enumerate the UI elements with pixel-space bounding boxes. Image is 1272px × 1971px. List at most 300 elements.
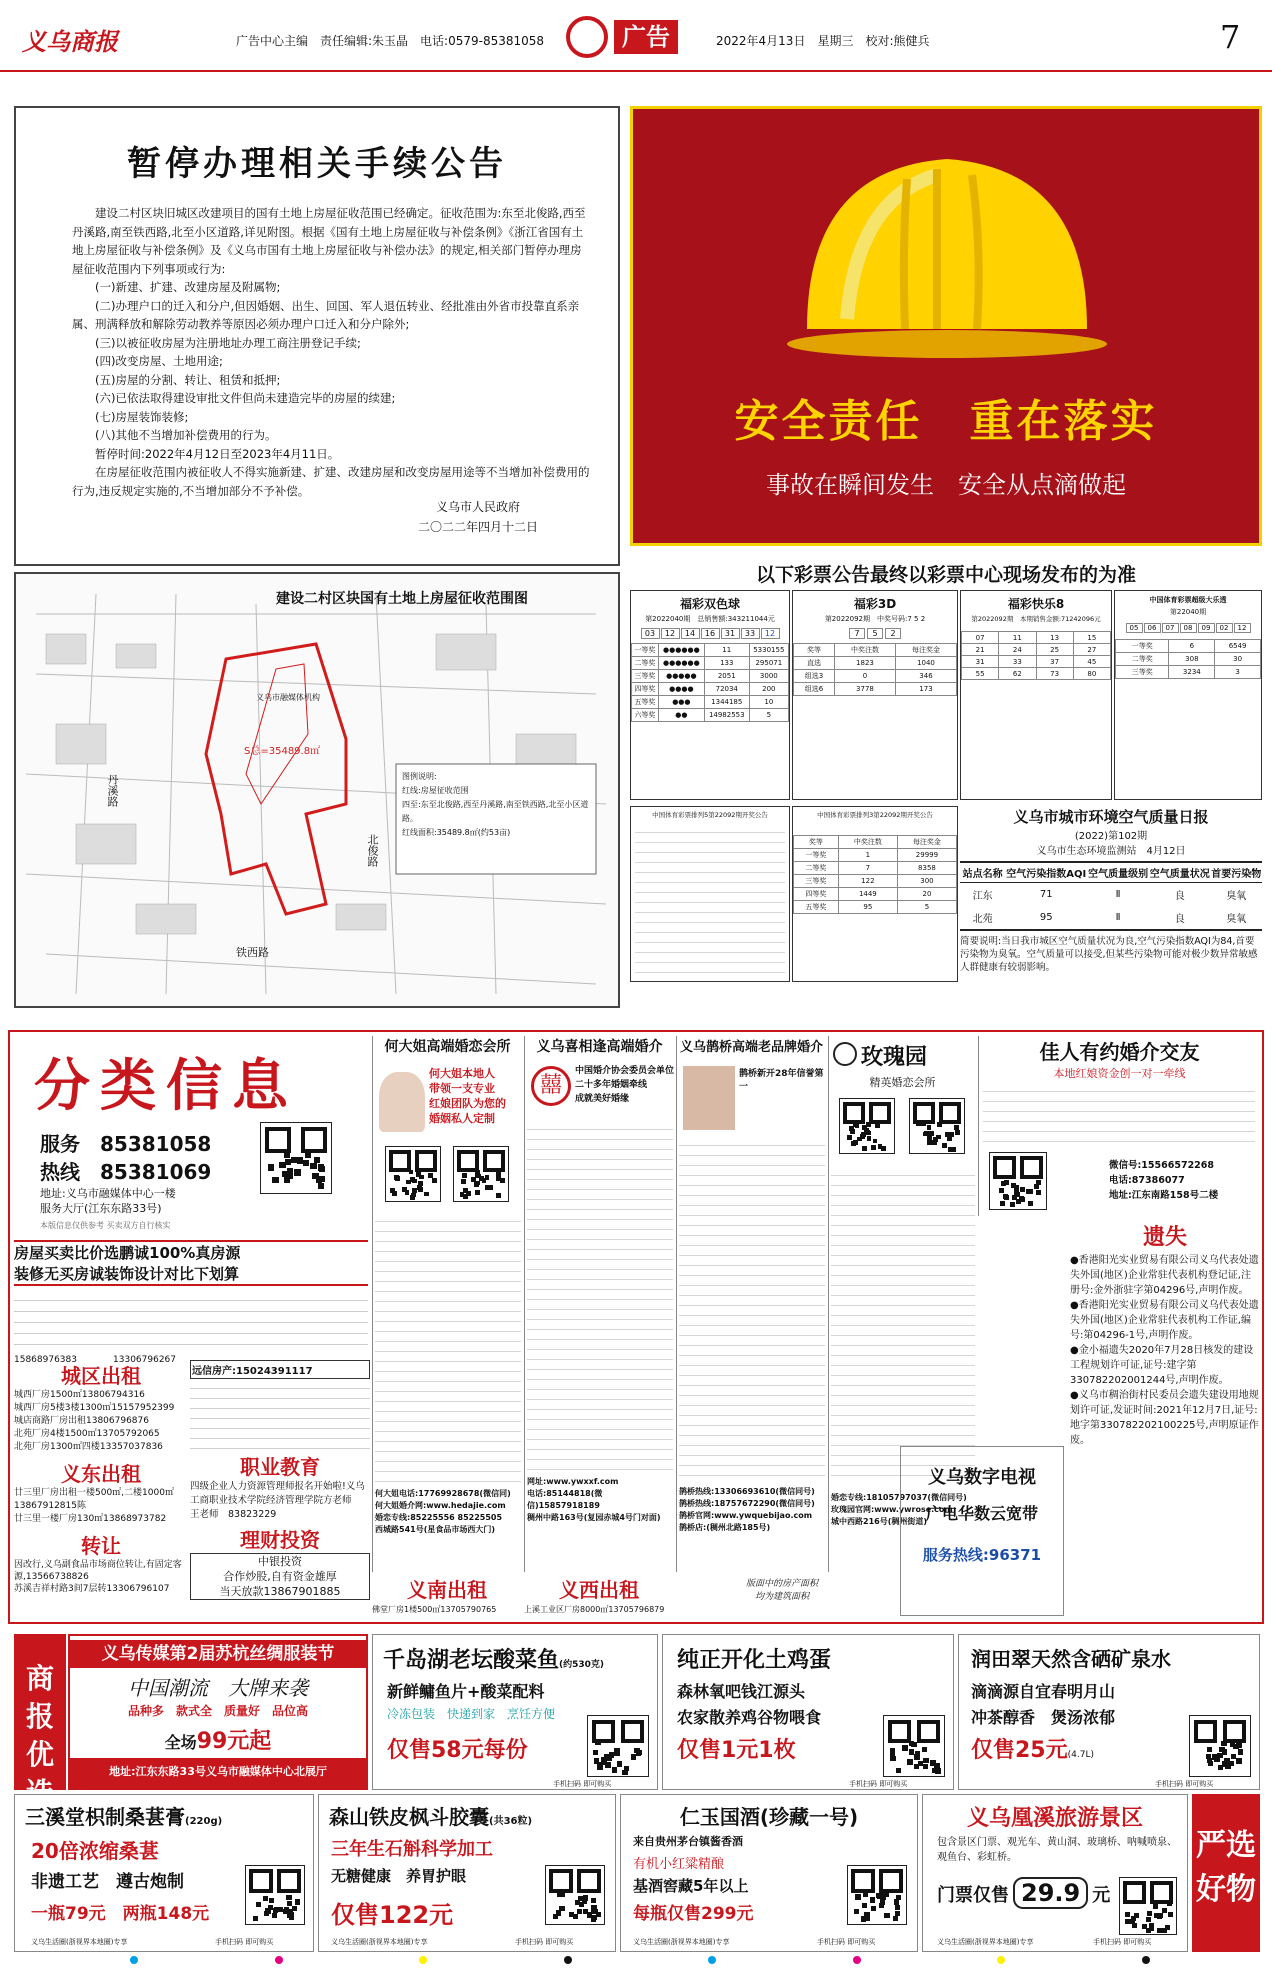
tv-sub: 广电华数云宽带 (925, 1504, 1038, 1523)
qr-module (287, 1901, 292, 1906)
lottery-table: 奖等 中奖注数 每注奖金 一等奖 1 29999 二等奖 7 8358 三等奖 122 300 四等奖 1449 20 五等奖 95 5 (793, 835, 957, 914)
qr-module (1157, 1928, 1162, 1933)
marriage-title: 佳人有约婚介交友 (1039, 1040, 1200, 1064)
marriage-contact: 微信号:15566572268 电话:87386077 地址:江东南路158号二楼 (1109, 1160, 1219, 1201)
qr-module (475, 1190, 480, 1195)
qr-module (1036, 1180, 1041, 1185)
promo-title: 三溪堂枳制桑葚膏 (25, 1805, 185, 1829)
qr-code-icon[interactable] (847, 1865, 907, 1925)
qr-module (894, 1899, 899, 1904)
qr-module (553, 1914, 558, 1919)
ball: 27 (1073, 644, 1110, 656)
qr-module (1167, 1901, 1172, 1906)
lottery-title: 福彩快乐8 (1007, 597, 1065, 611)
qr-module (297, 1157, 303, 1163)
qr-module (1165, 1925, 1170, 1930)
promo-price: 仅售1元1枚 (677, 1738, 796, 1763)
lottery-table: 奖等 中奖注数 每注奖金 直选 1823 1040 组选3 0 346 组选6 3778 173 (793, 643, 957, 696)
qr-module (871, 1145, 876, 1150)
south-items: 佛堂厂房1楼500㎡13705790765 (372, 1605, 497, 1614)
qr-module (955, 1130, 960, 1135)
city-items: 城西厂房1500㎡13806794316 城西厂房5楼3楼1300㎡15157952399 城店商路厂房出租13806796876 北苑厂房4楼1500㎡13705792065 北苑厂房1300㎡四楼13357037836 (14, 1390, 175, 1452)
price-prefix: 全场 (164, 1733, 197, 1752)
ball: 45 (1073, 656, 1110, 668)
ball: 02 (1216, 623, 1233, 633)
section-title: 理财投资 (240, 1528, 320, 1552)
marriage-title: 玫瑰园 (861, 1045, 928, 1070)
promo-address: 地址:江东东路33号义乌市融媒体中心北展厅 (70, 1758, 366, 1788)
page-header (0, 0, 1272, 72)
area-note: 版面中的房产面积 均为建筑面积 (745, 1579, 818, 1602)
qr-module (870, 1897, 875, 1902)
qr-module (409, 1170, 414, 1175)
promo-title: 义乌凰溪旅游景区 (966, 1806, 1143, 1831)
qr-module (863, 1892, 868, 1897)
qr-module (310, 1163, 316, 1169)
qr-module (294, 1169, 300, 1175)
house-bar: 房屋买卖比价选鹏诚100%真房源 (14, 1240, 368, 1263)
ball: 31 (962, 656, 999, 668)
hotline-label: 热线 (40, 1160, 80, 1184)
lottery-sub: 第2022092期 本期销售金额:71242096元 (971, 615, 1101, 623)
qr-module (875, 1123, 880, 1128)
yuanxin-list (190, 1379, 370, 1451)
qr-module (862, 1903, 867, 1908)
qr-module (881, 1890, 886, 1895)
registration-marks (130, 1956, 1150, 1966)
qr-module (857, 1137, 862, 1142)
classified-title: 分类信息 (34, 1054, 298, 1119)
qr-module (595, 1740, 600, 1745)
promo-price: 仅售122元 (331, 1901, 454, 1929)
marriage-title: 义乌喜相逢高端婚介 (536, 1039, 663, 1055)
qr-module (284, 1907, 289, 1912)
qr-module (617, 1761, 622, 1766)
phone: 13306796267 (113, 1355, 177, 1365)
loss-item: ●香港阳光实业贸易有限公司义乌代表处遗失外国(地区)企业常驻代表机构工作证,编号:第04296-1号,声明作废。 (1070, 1300, 1259, 1341)
qr-module (284, 1176, 290, 1182)
transfer-items: 因改行,义乌副食品市场商位转让,有固定客源,13566738826 苏溪吉祥村路3间7层转13306796107 (14, 1560, 182, 1594)
ball: 12 (761, 628, 780, 639)
lottery-sub: 第2022040期 总销售额:343211044元 (645, 615, 775, 623)
qr-module (594, 1758, 599, 1763)
marriage-list (983, 1082, 1255, 1146)
qr-module (591, 1915, 596, 1920)
air-cell: 北苑 (972, 914, 993, 925)
notice-para: 暂停时间:2022年4月12日至2023年4月11日。 (95, 446, 340, 461)
qr-module (623, 1770, 628, 1775)
ball: 16 (701, 628, 720, 639)
qr-code-icon[interactable] (545, 1865, 605, 1925)
qr-module (1231, 1754, 1236, 1759)
promo-title: 义乌传媒第2届苏杭丝绸服装节 (70, 1640, 366, 1668)
qr-module (849, 1126, 854, 1131)
qr-module (893, 1916, 898, 1921)
qr-module (305, 1152, 311, 1158)
qr-module (1012, 1195, 1017, 1200)
qr-module (1228, 1761, 1233, 1766)
promo-line: 品种多 款式全 质量好 品位高 (127, 1704, 308, 1718)
loss-item: ●金小福遗失2020年7月28日核发的建设工程规划许可证,证号:建字第330782202001244号,声明作废。 (1070, 1345, 1254, 1386)
classified-foot: 本版信息仅供参考 买卖双方自行核实 (40, 1221, 171, 1230)
promo-scenic[interactable] (922, 1794, 1188, 1952)
map-box (14, 572, 620, 1008)
map-title: 建设二村区块国有土地上房屋征收范围图 (276, 591, 528, 607)
scan-hint: 手机扫码 即可购买 (1155, 1780, 1214, 1788)
lottery-title: 中国体育彩票排列3第22092期开奖公告 (817, 811, 933, 819)
qr-module (1162, 1908, 1167, 1913)
footer-note: 义乌生活圈(浙视界本地圈)专享 (633, 1938, 730, 1946)
ball: 14 (681, 628, 700, 639)
footer-note: 义乌生活圈(浙视界本地圈)专享 (31, 1938, 128, 1946)
marriage-title: 义乌鹊桥高端老品牌婚介 (679, 1040, 823, 1055)
promo-water[interactable] (958, 1634, 1260, 1790)
qr-code-icon[interactable] (883, 1715, 945, 1777)
qr-module (942, 1143, 947, 1148)
map-area-label: S总=35489.8㎡ (244, 746, 321, 757)
marriage-col-1 (372, 1036, 522, 1572)
qr-module (864, 1912, 869, 1917)
qr-module (631, 1754, 636, 1759)
promo-egg[interactable] (662, 1634, 954, 1790)
promo-price: 一瓶79元 两瓶148元 (31, 1904, 210, 1924)
qr-module (1125, 1912, 1130, 1917)
classified-header (14, 1036, 354, 1238)
map-legend (402, 770, 592, 840)
promo-silk[interactable] (68, 1634, 368, 1790)
qr-module (428, 1173, 433, 1178)
qr-module (1207, 1758, 1212, 1763)
qr-module (922, 1747, 927, 1752)
marriage-slogan: 鹊桥新开28年信誉第一 (739, 1069, 824, 1092)
qr-module (862, 1146, 867, 1151)
qr-module (295, 1899, 300, 1904)
qr-module (405, 1190, 410, 1195)
qr-module (1230, 1741, 1235, 1746)
qr-module (927, 1125, 932, 1130)
qr-module (395, 1176, 400, 1181)
promo-price-line (937, 1877, 1110, 1909)
qr-code-icon[interactable] (453, 1146, 509, 1202)
qr-module (605, 1762, 610, 1767)
air-cell: Ⅱ (1115, 912, 1121, 923)
lottery-sub: 第2022092期 中奖号码:7 5 2 (824, 615, 926, 623)
qr-module (569, 1912, 574, 1917)
qr-code-icon[interactable] (245, 1865, 305, 1925)
qr-module (482, 1178, 487, 1183)
qr-module (284, 1152, 290, 1158)
qr-module (557, 1892, 562, 1897)
ball: 31 (721, 628, 740, 639)
qr-module (878, 1144, 883, 1149)
qr-module (895, 1911, 900, 1916)
notice-title: 暂停办理相关手续公告 (127, 144, 507, 184)
qr-module (873, 1139, 878, 1144)
scan-hint: 手机扫码 即可购买 (215, 1938, 274, 1946)
legend-line: 红线:房屋征收范围 (402, 786, 469, 795)
ball: 5 (867, 628, 883, 639)
promo-mulberry[interactable] (14, 1794, 314, 1952)
qr-module (418, 1187, 423, 1192)
marriage-contact: 何大姐电话:17769928678(微信同) 何大姐婚介网:www.hedajie.com 婚恋专线:85225556 85225505 西城路541号(星食品市场西大门) (375, 1489, 511, 1534)
qr-code-icon[interactable] (1189, 1715, 1251, 1777)
rose-icon (833, 1042, 857, 1066)
section-logo-icon (566, 16, 608, 58)
notice-date: 二〇二二年四月十二日 (418, 520, 539, 534)
promo-price: 仅售25元 (971, 1738, 1068, 1763)
air-header: 站点名称 (962, 869, 1003, 880)
ball: 73 (1036, 668, 1073, 680)
qr-module (1214, 1756, 1219, 1761)
notice-box (14, 106, 620, 566)
qr-code-icon[interactable] (260, 1122, 332, 1194)
qr-code-icon[interactable] (909, 1098, 965, 1154)
qr-module (1020, 1187, 1025, 1192)
service-label: 服务 (40, 1132, 80, 1156)
qr-module (1153, 1904, 1158, 1909)
qr-module (923, 1758, 928, 1763)
promo-line: 冲茶醇香 煲汤浓郁 (971, 1708, 1116, 1727)
qr-module (1147, 1911, 1152, 1916)
legend-line: 四至:东至北俊路,西至丹溪路,南至铁西路,北至小区道路。 (402, 800, 589, 823)
classified-address: 地址:义乌市融媒体中心一楼 服务大厅(江东东路33号) (40, 1187, 176, 1215)
notice-para: 建设二村区块旧城区改建项目的国有土地上房屋征收范围已经确定。征收范围为:东至北俊路,西至丹溪路,南至铁西路,北至小区道路,详见附图。根据《国有土地上房屋征收与补偿条例》《浙江省国有土地上房屋征收与补偿条例》及《义乌市国有土地上房屋征收与补偿办法》的规定,相关部门暂停办理房屋征收范围内下列事项或行为: (72, 206, 586, 276)
ball: 07 (1162, 623, 1179, 633)
qr-module (268, 1164, 274, 1170)
qr-module (1004, 1195, 1009, 1200)
scan-hint: 手机扫码 即可购买 (1093, 1938, 1152, 1946)
notice-para: (四)改变房屋、土地用途; (95, 354, 223, 368)
ball: 62 (999, 668, 1036, 680)
footer-note: 义乌生活圈(浙视界本地圈)专享 (331, 1938, 428, 1946)
qr-module (559, 1906, 564, 1911)
qr-module (890, 1748, 895, 1753)
marriage-col-3 (676, 1036, 826, 1572)
qr-module (950, 1147, 955, 1152)
ball: 33 (741, 628, 760, 639)
promo-line: 20倍浓缩桑葚 (31, 1839, 159, 1863)
ball: 80 (1073, 668, 1110, 680)
section-badge (562, 14, 682, 62)
safety-ad (630, 106, 1262, 546)
promo-line: 非遗工艺 遵古炮制 (31, 1872, 184, 1892)
lottery-table (961, 631, 1111, 680)
qr-module (909, 1749, 914, 1754)
ball: 09 (1198, 623, 1215, 633)
promo-price-line (971, 1733, 1094, 1764)
qr-module (923, 1764, 928, 1769)
qr-module (390, 1188, 395, 1193)
scan-hint: 手机扫码 即可购买 (515, 1938, 574, 1946)
promo-price: 29.9 (1013, 1877, 1088, 1909)
page-number: 7 (1220, 18, 1241, 56)
promo-title-line (25, 1801, 222, 1830)
promo-line: 三年生石斛科学加工 (331, 1839, 493, 1860)
lottery-lines (635, 823, 785, 973)
marriage-slogan: 何大姐本地人 带领一支专业 红娘团队为您的 婚姻私人定制 (429, 1067, 506, 1125)
air-cell: 95 (1039, 912, 1053, 923)
air-cell: 江东 (972, 891, 993, 902)
qr-module (866, 1122, 871, 1127)
qr-module (597, 1764, 602, 1769)
qr-module (461, 1179, 466, 1184)
ball: 7 (849, 628, 865, 639)
qr-module (896, 1768, 901, 1773)
qr-module (591, 1905, 596, 1910)
qr-module (475, 1181, 480, 1186)
qr-module (1014, 1185, 1019, 1190)
qr-module (282, 1171, 288, 1177)
promo-line: 冷冻包装 快递到家 烹饪方便 (387, 1707, 556, 1721)
section-title: 城区出租 (61, 1364, 141, 1388)
lottery-pl3 (792, 806, 958, 982)
ball: 05 (1126, 623, 1143, 633)
scan-hint: 手机扫码 即可购买 (553, 1780, 612, 1788)
marriage-list (375, 1212, 521, 1482)
house-bar: 装修无买房诚装饰设计对比下划算 (14, 1263, 368, 1286)
notice-para: (八)其他不当增加补偿费用的行为。 (95, 428, 277, 442)
qr-code-icon[interactable] (385, 1146, 441, 1202)
date-line: 2022年4月13日 星期三 校对:熊健兵 (716, 34, 930, 48)
qr-module (871, 1906, 876, 1911)
qr-module (867, 1136, 872, 1141)
lottery-table: 一等奖 ●●●●●● 11 5330155 二等奖 ●●●●●● 133 295071 三等奖 ●●●●● 2051 3000 四等奖 ●●●● 72034 200 五等奖 ●●● 1344185 10 六等奖 ●● 14982553 5 (631, 643, 789, 722)
qr-module (424, 1192, 429, 1197)
qr-module (1014, 1190, 1019, 1195)
ball: 12 (661, 628, 680, 639)
promo-capsule[interactable] (318, 1794, 616, 1952)
qr-module (277, 1907, 282, 1912)
ball: 13 (1036, 632, 1073, 644)
qr-module (1001, 1181, 1006, 1186)
promo-title-line (383, 1643, 604, 1674)
air-note: 简要说明:当日我市城区空气质量状况为良,空气污染指数AQI为84,首要污染物为臭氧。空气质量可以接受,但某些污染物可能对极少数异常敏感人群健康有较弱影响。 (960, 936, 1258, 973)
promo-title: 纯正开化土鸡蛋 (677, 1648, 832, 1673)
qr-module (1132, 1923, 1137, 1928)
air-header: 首要污染物 (1211, 869, 1262, 880)
promo-liquor[interactable] (620, 1794, 918, 1952)
qr-module (1221, 1741, 1226, 1746)
promo-title: 森山铁皮枫斗胶囊 (329, 1805, 489, 1829)
ball-row (631, 628, 789, 639)
qr-module (606, 1755, 611, 1760)
air-header: 空气质量级别 (1088, 869, 1149, 880)
qr-module (1146, 1917, 1151, 1922)
notice-para: 在房屋征收范围内被征收人不得实施新建、扩建、改建房屋和改变房屋用途等不当增加补偿费用的行为,违反规定实施的,不当增加部分不予补偿。 (72, 465, 590, 498)
helmet-icon (787, 129, 1107, 359)
editor-line: 广告中心主编 责任编辑:朱玉晶 电话:0579-85381058 (236, 34, 545, 48)
promo-tag: (约530克) (559, 1660, 605, 1670)
qr-module (303, 1160, 309, 1166)
promo-line: 滴滴源自宜春明月山 (971, 1682, 1116, 1701)
legend-line: 红线面积:35489.8㎡(约53亩) (402, 828, 511, 837)
qr-module (1000, 1201, 1005, 1206)
qr-module (949, 1132, 954, 1137)
loss-item: ●义乌市稠治街村民委员会遗失建设用地规划许可证,发证时间:2021年12月7日,证号:地字第330782202100225号,声明原证作废。 (1070, 1390, 1259, 1446)
lottery-title: 福彩双色球 (679, 597, 740, 611)
notice-signer: 义乌市人民政府 (436, 500, 521, 514)
promo-line: 新鲜鳙鱼片+酸菜配料 (387, 1682, 545, 1701)
section-title: 义南出租 (407, 1578, 487, 1602)
air-table (960, 861, 1262, 931)
qr-module (1157, 1914, 1162, 1919)
qr-module (1010, 1202, 1015, 1207)
yuanxin-bar: 远信房产:15024391117 (190, 1360, 370, 1379)
lottery-block-3d (792, 590, 958, 800)
qr-code-icon[interactable] (1119, 1877, 1177, 1935)
map-road-label: 北俊路 (366, 834, 379, 867)
qr-module (496, 1176, 501, 1181)
qr-module (1236, 1758, 1241, 1763)
qr-module (895, 1905, 900, 1910)
section-title: 职业教育 (240, 1455, 320, 1479)
avatar (683, 1066, 735, 1130)
marriage-contact: 网址:www.ywxxf.com 电话:85144818(微信)15857918189 稠州中路163号(复园赤城4号门对面) (527, 1477, 661, 1522)
promo-unit: (4.7L) (1067, 1750, 1094, 1760)
qr-module (272, 1177, 278, 1183)
qr-module (1134, 1913, 1139, 1918)
air-sub: 义乌市生态环境监测站 4月12日 (1036, 846, 1186, 857)
lottery-title: 福彩3D (853, 597, 897, 611)
ball: 55 (962, 668, 999, 680)
air-title: 义乌市城市环境空气质量日报 (1013, 808, 1209, 826)
marriage-contact: 婚恋专线:18105797037(微信同号) 玫瑰园官网:www.ywrose.com 城中西路216号(稠州街道) (831, 1493, 967, 1526)
qr-module (1028, 1201, 1033, 1206)
lottery-block-ssq (630, 590, 790, 800)
air-cell: 臭氧 (1226, 914, 1247, 925)
phone: 15868976383 (14, 1355, 77, 1365)
air-quality (960, 806, 1262, 1010)
lottery-block-dlt (1114, 590, 1262, 800)
air-cell: Ⅱ (1115, 889, 1121, 900)
qr-module (927, 1140, 932, 1145)
scan-hint: 手机扫码 即可购买 (849, 1780, 908, 1788)
ball: 06 (1144, 623, 1161, 633)
qr-module (318, 1183, 324, 1189)
qr-module (1019, 1196, 1024, 1201)
promo-tag: (共36粒) (489, 1816, 533, 1827)
qr-module (1146, 1928, 1151, 1933)
air-cell: 71 (1039, 889, 1053, 900)
promo-fish[interactable] (372, 1634, 658, 1790)
qr-code-icon[interactable] (839, 1098, 895, 1154)
scan-hint: 手机扫码 即可购买 (817, 1938, 876, 1946)
air-header: 空气污染指数AQI (1006, 869, 1087, 880)
qr-code-icon[interactable] (587, 1715, 649, 1777)
qr-module (1238, 1749, 1243, 1754)
finance-items: 中银投资 合作炒股,自有资金雄厚 当天放款13867901885 (190, 1553, 370, 1600)
qr-module (265, 1908, 270, 1913)
qr-module (272, 1913, 277, 1918)
promo-tag: (220g) (185, 1816, 223, 1827)
qr-module (583, 1895, 588, 1900)
price-suffix: 元 (1092, 1885, 1111, 1906)
map-road-label: 铁西路 (236, 946, 269, 959)
lottery-heading: 以下彩票公告最终以彩票中心现场发布的为准 (755, 564, 1136, 586)
safety-sub: 事故在瞬间发生 安全从点滴做起 (766, 471, 1126, 499)
qr-module (583, 1909, 588, 1914)
qr-module (855, 1894, 860, 1899)
promo-title: 千岛湖老坛酸菜鱼 (383, 1648, 560, 1673)
ball: 11 (999, 632, 1036, 644)
qr-code-icon[interactable] (989, 1152, 1047, 1210)
qr-module (1222, 1749, 1227, 1754)
air-cell: 臭氧 (1226, 891, 1247, 902)
tv-hotline: 服务热线:96371 (922, 1546, 1042, 1564)
promo-line: 有机小红粱精酿 (633, 1857, 725, 1872)
qr-module (914, 1764, 919, 1769)
qr-module (936, 1135, 941, 1140)
